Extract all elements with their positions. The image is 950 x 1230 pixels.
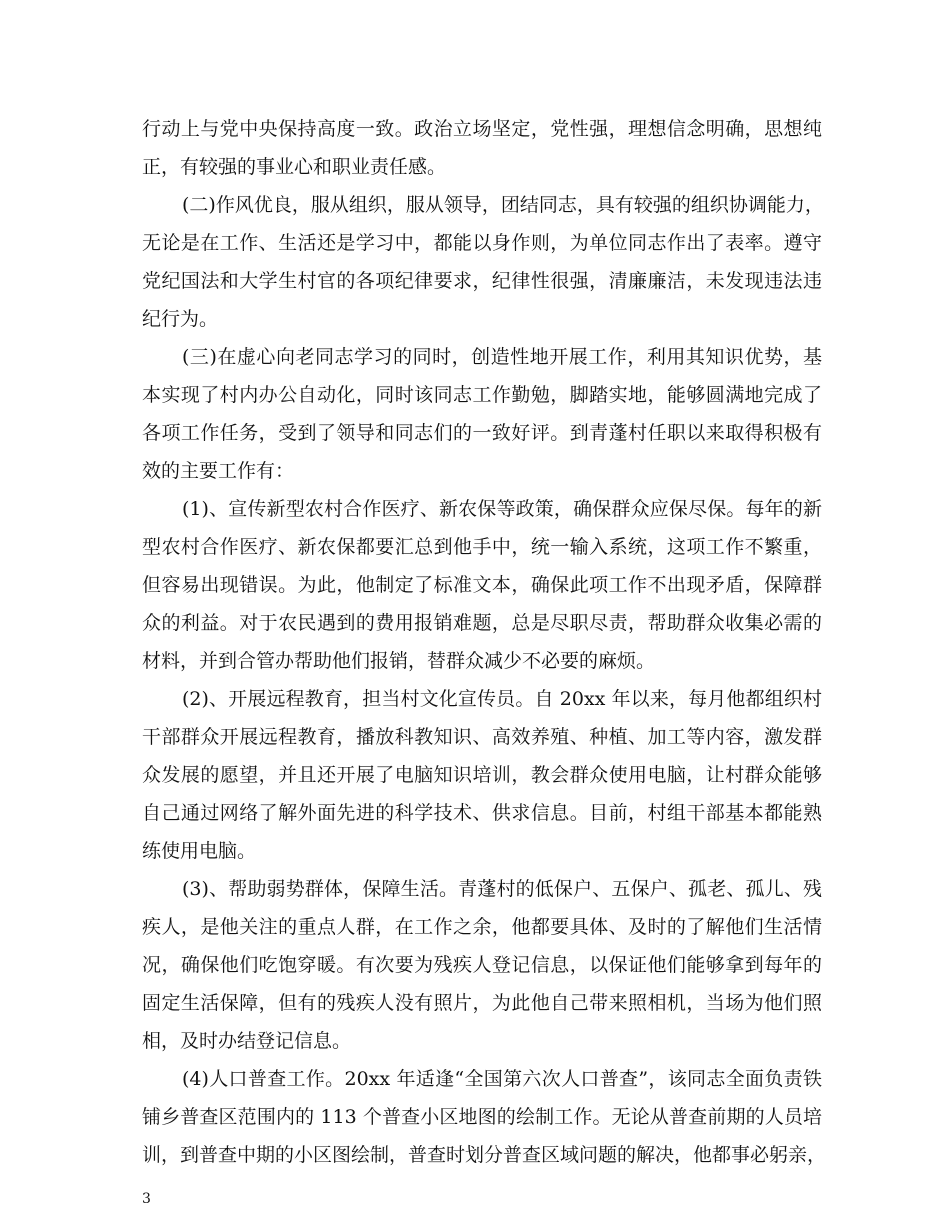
text-line: 各项工作任务，受到了领导和同志们的一致好评。到青蓬村任职以来取得积极有: [142, 422, 822, 444]
text-line: 效的主要工作有：: [142, 460, 295, 482]
text-line: 训，到普查中期的小区图绘制，普查时划分普查区域问题的解决，他都事必躬亲，: [142, 1144, 827, 1166]
text-line: 众的利益。对于农民遇到的费用报销难题，总是尽职尽责，帮助群众收集必需的: [142, 612, 822, 634]
text-line: 铺乡普查区范围内的 113 个普查小区地图的绘制工作。无论从普查前期的人员培: [142, 1106, 822, 1128]
text-line: 型农村合作医疗、新农保都要汇总到他手中，统一输入系统，这项工作不繁重，: [142, 536, 822, 558]
text-line: (1)、宣传新型农村合作医疗、新农保等政策，确保群众应保尽保。每年的新: [182, 498, 822, 520]
text-line: 干部群众开展远程教育，播放科教知识、高效养殖、种植、加工等内容，激发群: [142, 726, 822, 748]
text-line: (2)、开展远程教育，担当村文化宣传员。自 20xx 年以来，每月他都组织村: [182, 688, 822, 710]
page-number: 3: [142, 1191, 151, 1207]
text-line: (4)人口普查工作。20xx 年适逢“全国第六次人口普查”，该同志全面负责铁: [182, 1068, 822, 1090]
text-line: 本实现了村内办公自动化，同时该同志工作勤勉，脚踏实地，能够圆满地完成了: [142, 384, 822, 406]
text-line: 自己通过网络了解外面先进的科学技术、供求信息。目前，村组干部基本都能熟: [142, 802, 822, 824]
text-line: 材料，并到合管办帮助他们报销，替群众减少不必要的麻烦。: [142, 650, 656, 672]
text-line: (三)在虚心向老同志学习的同时，创造性地开展工作，利用其知识优势，基: [182, 346, 822, 368]
text-line: 正，有较强的事业心和职业责任感。: [142, 156, 447, 178]
text-line: 况，确保他们吃饱穿暖。有次要为残疾人登记信息，以保证他们能够拿到每年的: [142, 954, 822, 976]
text-line: 但容易出现错误。为此，他制定了标准文本，确保此项工作不出现矛盾，保障群: [142, 574, 822, 596]
text-line: 众发展的愿望，并且还开展了电脑知识培训，教会群众使用电脑，让村群众能够: [142, 764, 822, 786]
text-line: 固定生活保障，但有的残疾人没有照片，为此他自己带来照相机，当场为他们照: [142, 992, 822, 1014]
text-line: 无论是在工作、生活还是学习中，都能以身作则，为单位同志作出了表率。遵守: [142, 232, 822, 254]
text-line: 相，及时办结登记信息。: [142, 1030, 352, 1052]
text-line: 纪行为。: [142, 308, 219, 330]
text-line: 行动上与党中央保持高度一致。政治立场坚定，党性强，理想信念明确，思想纯: [142, 118, 822, 140]
text-line: (二)作风优良，服从组织，服从领导，团结同志，具有较强的组织协调能力，: [182, 194, 824, 216]
text-line: 练使用电脑。: [142, 840, 257, 862]
text-line: (3)、帮助弱势群体，保障生活。青蓬村的低保户、五保户、孤老、孤儿、残: [182, 878, 822, 900]
text-line: 疾人，是他关注的重点人群，在工作之余，他都要具体、及时的了解他们生活情: [142, 916, 822, 938]
text-line: 党纪国法和大学生村官的各项纪律要求，纪律性很强，清廉廉洁，未发现违法违: [142, 270, 822, 292]
